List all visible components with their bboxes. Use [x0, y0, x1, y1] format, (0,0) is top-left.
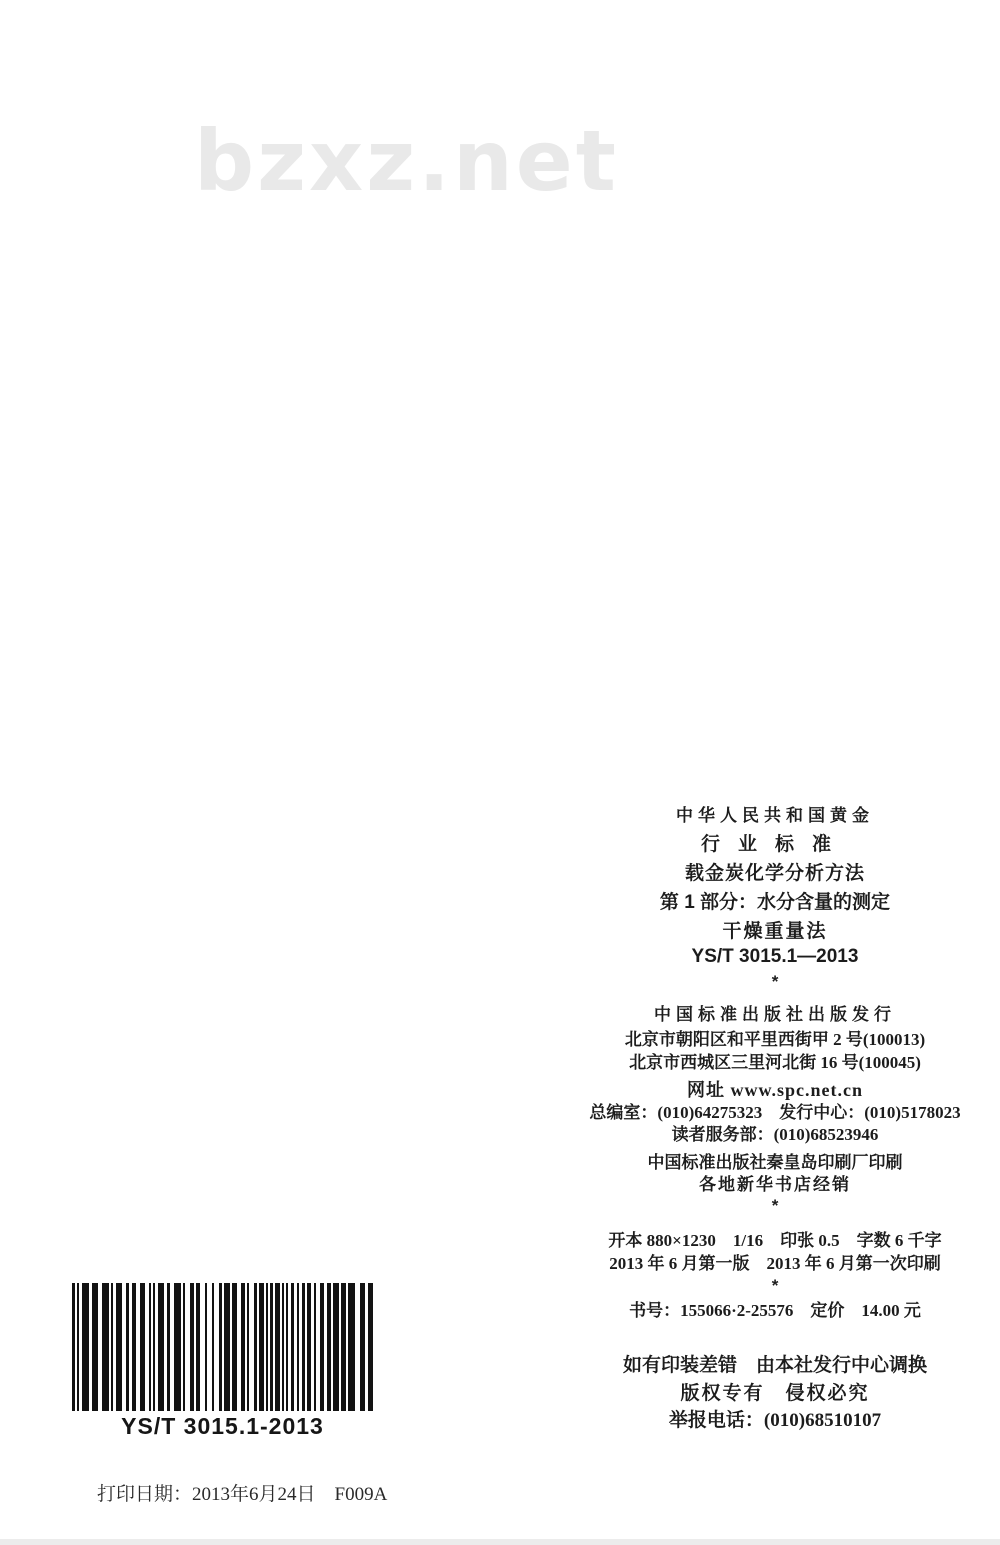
separator-star-1: *: [771, 972, 779, 991]
barcode-bars: [72, 1283, 373, 1411]
barcode: [72, 1283, 373, 1411]
scan-edge-strip: [0, 1539, 1000, 1545]
colophon-standard-number: YS/T 3015.1—2013: [691, 946, 859, 967]
colophon-part-title-line: 第 1 部分：水分含量的测定: [659, 892, 891, 913]
barcode-label: YS/T 3015.1-2013: [121, 1413, 324, 1439]
separator-star-2: *: [771, 1196, 779, 1215]
publisher-address-1: 北京市朝阳区和平里西街甲 2 号(100013): [624, 1030, 926, 1049]
publisher-address-2: 北京市西城区三里河北街 16 号(100045): [629, 1053, 921, 1072]
format-spec-line: 开本 880×1230 1/16 印张 0.5 字数 6 千字: [608, 1231, 942, 1250]
colophon-country-line: 中华人民共和国黄金: [676, 806, 874, 825]
print-date: 打印日期：2013年6月24日 F009A: [97, 1484, 388, 1505]
report-phone-line: 举报电话：(010)68510107: [668, 1410, 882, 1431]
watermark: bzxz.net: [194, 112, 619, 210]
publisher-service-phone: 读者服务部：(010)68523946: [671, 1125, 879, 1144]
errata-notice-line: 如有印装差错 由本社发行中心调换: [622, 1355, 927, 1376]
colophon-standard-type-line: 行业标准: [700, 834, 849, 855]
colophon-book-title-line: 载金炭化学分析方法: [684, 863, 865, 884]
publisher-line: 中国标准出版社出版发行: [654, 1005, 896, 1024]
publisher-website: 网址 www.spc.net.cn: [686, 1080, 863, 1100]
edition-line: 2013 年 6 月第一版 2013 年 6 月第一次印刷: [609, 1254, 941, 1273]
colophon-block: [550, 0, 1000, 1545]
separator-star-3: *: [771, 1276, 779, 1295]
distributor-line: 各地新华书店经销: [699, 1175, 851, 1194]
copyright-notice-line: 版权专有 侵权必究: [680, 1383, 870, 1404]
publisher-phones: 总编室：(010)64275323 发行中心：(010)5178023: [589, 1103, 961, 1122]
book-number-line: 书号：155066·2-25576 定价 14.00 元: [629, 1301, 921, 1320]
colophon-method-line: 干燥重量法: [722, 921, 828, 942]
printer-line: 中国标准出版社秦皇岛印刷厂印刷: [647, 1153, 903, 1172]
